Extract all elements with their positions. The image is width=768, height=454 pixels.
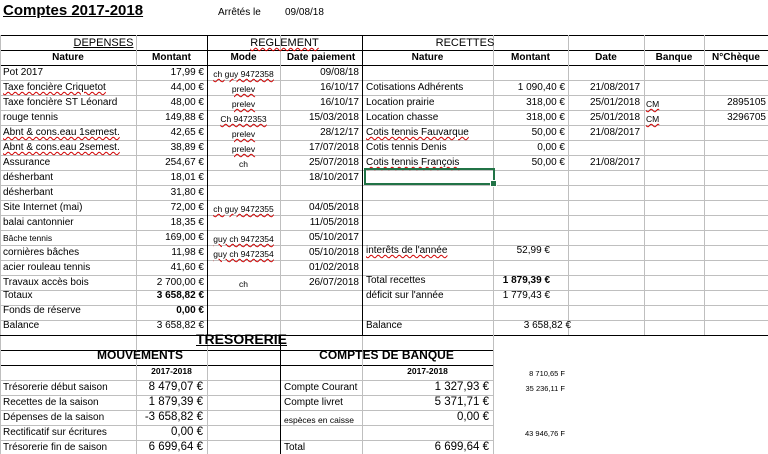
recette-nature: Cotis tennis François: [366, 157, 460, 168]
mouvement-value[interactable]: 0,00 €: [171, 426, 203, 438]
depense-montant[interactable]: 2 700,00 €: [156, 277, 204, 288]
mouvement-label: Dépenses de la saison: [3, 412, 105, 423]
reglement-date[interactable]: 28/12/17: [320, 127, 359, 138]
depense-montant[interactable]: 41,60 €: [170, 262, 204, 273]
francs-value-1[interactable]: 8 710,65 F: [529, 369, 565, 378]
reglement-header: REGLEMENT: [250, 37, 319, 49]
depense-nature: balai cantonnier: [3, 217, 74, 228]
reglement-date[interactable]: 18/10/2017: [308, 172, 359, 183]
depense-nature: Taxe foncière Criquetot: [3, 82, 106, 93]
compte-label: Total: [284, 442, 306, 453]
recette-montant[interactable]: 318,00 €: [526, 97, 565, 108]
interets-label: interêts de l'année: [366, 245, 448, 256]
reglement-mode[interactable]: ch: [239, 159, 248, 169]
depenses-balance-value[interactable]: 3 658,82 €: [156, 320, 204, 331]
depense-nature: Taxe foncière ST Léonard: [3, 97, 118, 108]
depense-montant[interactable]: 38,89 €: [170, 142, 204, 153]
recettes-balance-value[interactable]: 3 658,82 €: [523, 320, 571, 331]
fonds-reserve-label: Fonds de réserve: [3, 305, 81, 316]
reglement-mode[interactable]: ch: [239, 279, 248, 289]
reglement-date[interactable]: 05/10/2017: [308, 232, 359, 243]
compte-value[interactable]: 5 371,71 €: [434, 396, 489, 408]
depense-montant[interactable]: 17,99 €: [170, 67, 204, 78]
mouvement-value[interactable]: 1 879,39 €: [148, 396, 203, 408]
depense-nature: cornières bâches: [3, 247, 80, 258]
reglement-mode[interactable]: prelev: [231, 144, 256, 154]
recette-cheque[interactable]: 2895105: [727, 97, 766, 108]
depense-montant[interactable]: 11,98 €: [171, 247, 204, 258]
depense-nature: Abnt & cons.eau 1semest.: [3, 127, 120, 138]
recette-banque[interactable]: CM: [646, 114, 660, 124]
arretes-date[interactable]: 09/08/18: [285, 7, 324, 18]
reglement-date[interactable]: 25/07/2018: [308, 157, 359, 168]
depenses-balance-label: Balance: [3, 320, 40, 331]
recette-cheque[interactable]: 3296705: [727, 112, 766, 123]
reglement-date[interactable]: 09/08/18: [320, 67, 359, 78]
col-reglement-mode: Mode: [230, 52, 257, 63]
col-recettes-nature: Nature: [411, 52, 444, 63]
tresorerie-title: TRESORERIE: [196, 331, 288, 347]
francs-value-3[interactable]: 43 946,76 F: [524, 429, 565, 438]
reglement-date[interactable]: 15/03/2018: [308, 112, 359, 123]
reglement-date[interactable]: 01/02/2018: [308, 262, 359, 273]
fonds-reserve-value[interactable]: 0,00 €: [176, 305, 204, 316]
reglement-mode[interactable]: guy ch 9472354: [213, 234, 274, 244]
depense-nature: Assurance: [3, 157, 51, 168]
deficit-value[interactable]: 1 779,43 €: [502, 290, 550, 301]
reglement-mode[interactable]: prelev: [231, 129, 256, 139]
reglement-mode[interactable]: prelev: [231, 99, 256, 109]
reglement-date[interactable]: 17/07/2018: [308, 142, 359, 153]
recettes-balance-label: Balance: [366, 320, 403, 331]
recette-date[interactable]: 21/08/2017: [590, 127, 641, 138]
depense-montant[interactable]: 169,00 €: [165, 232, 204, 243]
reglement-date[interactable]: 11/05/2018: [309, 217, 359, 228]
depense-nature: Bâche tennis: [3, 233, 53, 243]
reglement-mode[interactable]: Ch 9472353: [220, 114, 267, 124]
francs-value-2[interactable]: 35 236,11 F: [525, 384, 565, 393]
depense-nature: désherbant: [3, 172, 54, 183]
mouvement-value[interactable]: -3 658,82 €: [144, 411, 203, 423]
recette-montant[interactable]: 1 090,40 €: [517, 82, 565, 93]
col-recettes-date: Date: [595, 52, 617, 63]
recette-nature: Location prairie: [366, 97, 435, 108]
interets-value[interactable]: 52,99 €: [516, 245, 550, 256]
reglement-mode[interactable]: prelev: [231, 84, 256, 94]
depense-montant[interactable]: 48,00 €: [170, 97, 204, 108]
compte-value[interactable]: 1 327,93 €: [434, 381, 489, 393]
depense-montant[interactable]: 72,00 €: [170, 202, 204, 213]
mouvement-label: Trésorerie début saison: [3, 382, 108, 393]
totaux-value[interactable]: 3 658,82 €: [156, 290, 204, 301]
selected-cell[interactable]: [364, 168, 495, 185]
col-reglement-date: Date paiement: [286, 52, 356, 63]
col-recettes-montant: Montant: [511, 52, 550, 63]
recettes-header: RECETTES: [435, 37, 495, 49]
col-depenses-nature: Nature: [52, 52, 84, 63]
reglement-date[interactable]: 04/05/2018: [308, 202, 359, 213]
reglement-date[interactable]: 26/07/2018: [308, 277, 359, 288]
depense-nature: Travaux accès bois: [3, 277, 89, 288]
recette-date[interactable]: 21/08/2017: [590, 157, 641, 168]
depense-montant[interactable]: 149,88 €: [165, 112, 204, 123]
arretes-label: Arrêtés le: [218, 7, 261, 18]
recette-nature: Location chasse: [366, 112, 439, 123]
compte-label: Compte livret: [284, 397, 343, 408]
reglement-mode[interactable]: guy ch 9472354: [213, 249, 274, 259]
col-recettes-cheque: N°Chèque: [712, 52, 760, 63]
depenses-header: DEPENSES: [73, 37, 134, 49]
depense-montant[interactable]: 18,35 €: [170, 217, 204, 228]
compte-label: espèces en caisse: [284, 415, 354, 425]
depense-nature: Pot 2017: [3, 67, 44, 78]
depense-montant[interactable]: 42,65 €: [170, 127, 204, 138]
total-recettes-label: Total recettes: [366, 275, 426, 286]
col-depenses-montant: Montant: [152, 52, 191, 63]
depense-nature: acier rouleau tennis: [3, 262, 91, 273]
reglement-mode[interactable]: ch guy 9472358: [213, 69, 274, 79]
recette-date[interactable]: 25/01/2018: [590, 112, 641, 123]
reglement-date[interactable]: 16/10/17: [320, 97, 359, 108]
recette-date[interactable]: 25/01/2018: [590, 97, 641, 108]
compte-value[interactable]: 0,00 €: [457, 411, 489, 423]
reglement-date[interactable]: 05/10/2018: [308, 247, 359, 258]
compte-label: Compte Courant: [284, 382, 358, 393]
recette-montant[interactable]: 0,00 €: [537, 142, 565, 153]
compte-value[interactable]: 6 699,64 €: [434, 441, 489, 453]
recette-montant[interactable]: 318,00 €: [526, 112, 565, 123]
mouvements-season: 2017-2018: [151, 366, 192, 376]
mouvement-label: Recettes de la saison: [3, 397, 99, 408]
depense-montant[interactable]: 254,67 €: [165, 157, 204, 168]
mouvement-label: Rectificatif sur écritures: [3, 427, 107, 438]
page-title: Comptes 2017-2018: [3, 2, 144, 19]
comptes-season: 2017-2018: [407, 366, 448, 376]
recette-nature: Cotisations Adhérents: [366, 82, 464, 93]
mouvement-label: Trésorerie fin de saison: [3, 442, 108, 453]
depense-montant[interactable]: 18,01 €: [170, 172, 204, 183]
totaux-label: Totaux: [3, 290, 33, 301]
depense-montant[interactable]: 31,80 €: [170, 187, 204, 198]
depense-nature: rouge tennis: [3, 112, 59, 123]
reglement-mode[interactable]: ch guy 9472355: [213, 204, 274, 214]
recette-montant[interactable]: 50,00 €: [531, 157, 565, 168]
depense-nature: Site Internet (mai): [3, 202, 83, 213]
mouvements-title: MOUVEMENTS: [96, 348, 183, 362]
comptes-title: COMPTES DE BANQUE: [319, 348, 454, 362]
depense-nature: désherbant: [3, 187, 54, 198]
recette-nature: Cotis tennis Fauvarque: [366, 127, 469, 138]
deficit-label: déficit sur l'année: [366, 290, 444, 301]
recette-nature: Cotis tennis Denis: [366, 142, 447, 153]
col-recettes-banque: Banque: [655, 52, 693, 63]
depense-montant[interactable]: 44,00 €: [170, 82, 204, 93]
recette-date[interactable]: 21/08/2017: [590, 82, 641, 93]
recette-montant[interactable]: 50,00 €: [531, 127, 565, 138]
recette-banque[interactable]: CM: [646, 99, 660, 109]
mouvement-value[interactable]: 8 479,07 €: [148, 381, 203, 393]
total-recettes-value[interactable]: 1 879,39 €: [502, 275, 550, 286]
reglement-date[interactable]: 16/10/17: [320, 82, 359, 93]
depense-nature: Abnt & cons.eau 2semest.: [3, 142, 120, 153]
mouvement-value[interactable]: 6 699,64 €: [148, 441, 203, 453]
